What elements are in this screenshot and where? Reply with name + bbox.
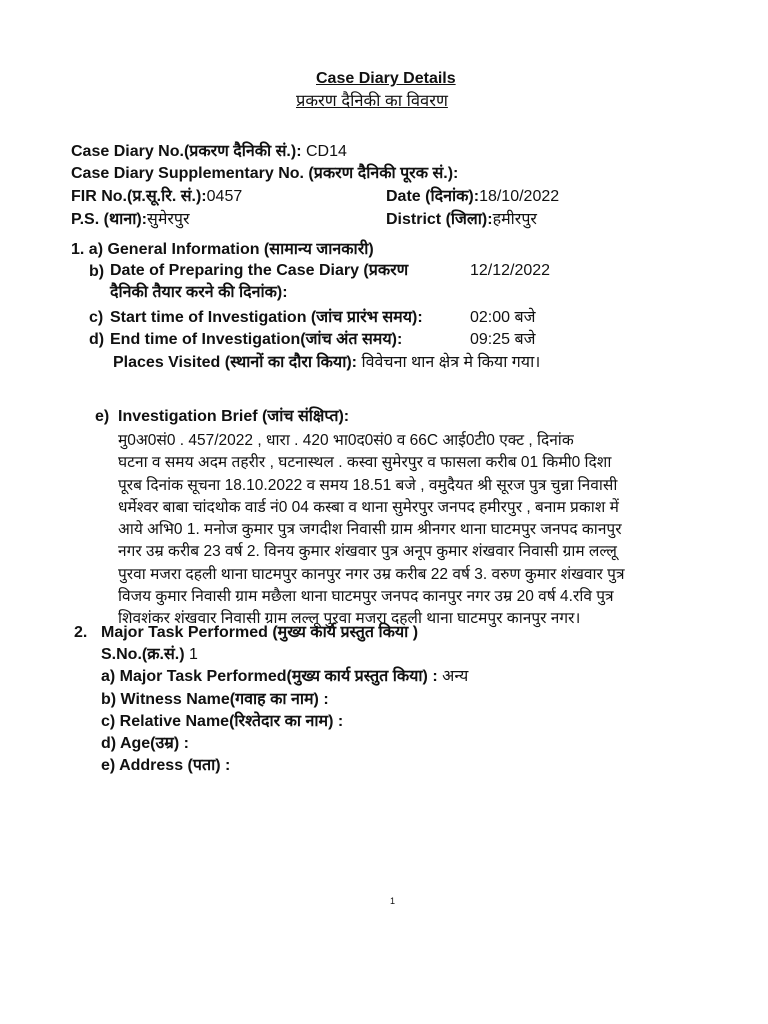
district-label: District (जिला): — [386, 211, 493, 228]
prep-date-value: 12/12/2022 — [470, 262, 551, 279]
date-value: 18/10/2022 — [479, 188, 560, 205]
address-label: e) Address (पता) : — [101, 757, 231, 774]
start-time-value: 02:00 बजे — [470, 309, 536, 326]
brief-line: पूरब दिनांक सूचना 18.10.2022 व समय 18.51 बजे , वमुदैयत श्री सूरज पुत्र चुन्ना निवासी — [118, 476, 618, 494]
age-label: d) Age(उम्र) : — [101, 735, 189, 752]
fir-no-row — [71, 187, 242, 207]
investigation-brief-text — [118, 430, 718, 631]
ps-value: सुमेरपुर — [147, 211, 190, 228]
places-visited-label: Places Visited (स्थानों का दौरा किया): — [113, 354, 358, 371]
places-visited-row — [113, 353, 540, 373]
date-row — [386, 187, 559, 207]
item-e-marker: e) — [95, 408, 110, 425]
case-diary-no-value: CD14 — [305, 143, 347, 160]
investigation-brief-label: Investigation Brief (जांच संक्षिप्त): — [118, 408, 350, 425]
district-value: हमीरपुर — [492, 211, 537, 228]
page-number: 1 — [390, 896, 396, 906]
sno-label: S.No.(क्र.सं.) — [101, 646, 185, 663]
sno-row — [101, 645, 198, 665]
item-c-marker: c) — [89, 309, 104, 326]
ps-label: P.S. (थाना): — [71, 211, 147, 228]
supplementary-no-label: Case Diary Supplementary No. (प्रकरण दैनिकी पूरक सं.): — [71, 165, 459, 182]
brief-line: नगर उम्र करीब 23 वर्ष 2. विनय कुमार शंखवार पुत्र अनूप कुमार शंखवार निवासी ग्राम लल्लू — [118, 543, 617, 561]
places-visited-value: विवेचना थान क्षेत्र मे किया गया। — [361, 354, 541, 371]
start-time-label: Start time of Investigation (जांच प्रारंभ समय): — [110, 309, 423, 326]
case-diary-no-row — [71, 142, 347, 162]
brief-line: विजय कुमार निवासी ग्राम मछैला थाना घाटमपुर जनपद कानपुर नगर उम्र 20 वर्ष 4.रवि पुत्र — [118, 588, 614, 606]
item-b-marker: b) — [89, 263, 105, 280]
major-task-row — [101, 667, 468, 687]
prep-date-label-line1: Date of Preparing the Case Diary (प्रकरण — [110, 262, 409, 279]
end-time-label: End time of Investigation(जांच अंत समय): — [110, 331, 403, 348]
end-time-value: 09:25 बजे — [470, 331, 536, 348]
case-diary-no-label: Case Diary No.(प्रकरण दैनिकी सं.): — [71, 143, 302, 160]
brief-line: मु0अ0सं0 . 457/2022 , धारा . 420 भा0द0सं0 व 66C आई0टी0 एक्ट , दिनांक — [118, 432, 574, 449]
prep-date-label-line2: दैनिकी तैयार करने की दिनांक): — [110, 284, 288, 301]
relative-name-label: c) Relative Name(रिश्तेदार का नाम) : — [101, 713, 344, 730]
section2-number: 2. — [74, 624, 88, 641]
witness-name-label: b) Witness Name(गवाह का नाम) : — [101, 691, 329, 708]
major-task-value: अन्य — [442, 668, 469, 685]
page-title: Case Diary Details — [316, 70, 456, 87]
brief-line: घटना व समय अदम तहरीर , घटनास्थल . कस्वा सुमेरपुर व फासला करीब 01 किमी0 दिशा — [118, 454, 612, 472]
ps-row — [71, 210, 190, 230]
sno-value: 1 — [189, 646, 198, 663]
brief-line: पुरवा मजरा दहली थाना घाटमपुर कानपुर नगर उम्र करीब 22 वर्ष 3. वरुण कुमार शंखवार पुत्र — [118, 565, 625, 583]
item-d-marker: d) — [89, 331, 105, 348]
page-title-hindi: प्रकरण दैनिकी का विवरण — [296, 92, 448, 110]
brief-line: धर्मेश्वर बाबा चांदथोक वार्ड नं0 04 कस्बा व थाना सुमेरपुर जनपद हमीरपुर , बनाम प्रकाश में — [118, 498, 619, 516]
brief-line: शिवशंकर शंखवार निवासी ग्राम लल्लू पुरवा मजरा दहली थाना घाटमपुर कानपुर नगर। — [118, 610, 581, 628]
major-task-label: a) Major Task Performed(मुख्य कार्य प्रस्तुत किया) : — [101, 668, 438, 685]
brief-line: आये अभि0 1. मनोज कुमार पुत्र जगदीश निवासी ग्राम श्रीनगर थाना घाटमपुर जनपद कानपुर — [118, 521, 622, 539]
fir-no-value: 0457 — [206, 188, 243, 205]
major-task-heading: Major Task Performed (मुख्य कार्य प्रस्तुत किया ) — [101, 624, 419, 641]
general-info-heading: 1. a) General Information (सामान्य जानकारी) — [71, 241, 374, 258]
date-label: Date (दिनांक): — [386, 188, 480, 205]
district-row — [386, 210, 537, 230]
fir-no-label: FIR No.(प्र.सू.रि. सं.): — [71, 188, 207, 205]
